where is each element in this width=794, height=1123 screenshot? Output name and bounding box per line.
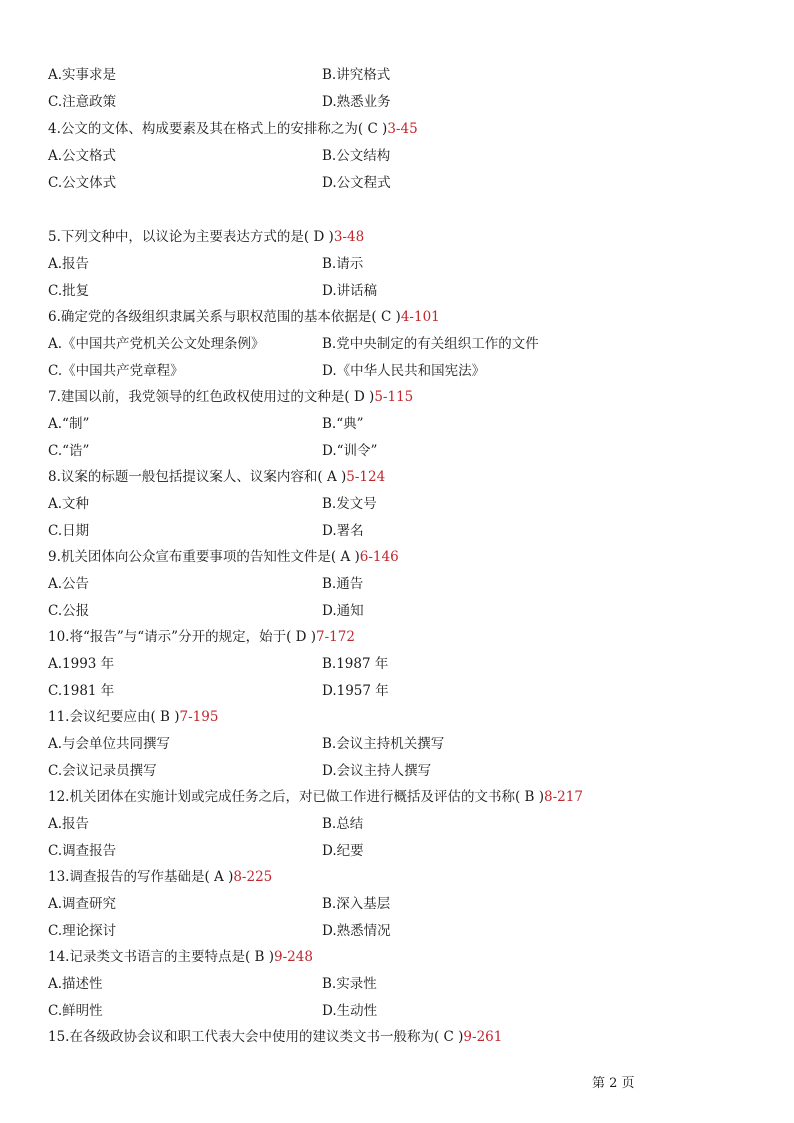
option-left: A.与会单位共同撰写 — [48, 736, 171, 752]
option-right: D.熟悉情况 — [322, 923, 391, 939]
question-row — [48, 118, 768, 140]
options-row — [0, 653, 720, 675]
options-row — [0, 1000, 720, 1022]
options-row — [0, 413, 720, 435]
options-row — [0, 253, 720, 275]
question-reference: 9-248 — [274, 949, 313, 965]
option-left: A.实事求是 — [48, 67, 117, 83]
question-row — [48, 946, 768, 968]
option-right: B.请示 — [322, 256, 364, 272]
options-row — [0, 733, 720, 755]
options-row — [0, 680, 720, 702]
question-reference: 7-195 — [179, 709, 219, 725]
question-reference: 4-101 — [400, 309, 440, 325]
option-right: B.会议主持机关撰写 — [322, 736, 445, 752]
question-text: 6.确定党的各级组织隶属关系与职权范围的基本依据是( C ) — [48, 309, 401, 325]
question-row — [48, 466, 768, 488]
option-left: C.“诰” — [48, 443, 90, 459]
question-reference: 5-115 — [374, 389, 414, 405]
option-left: A.报告 — [48, 256, 90, 272]
option-left: C.批复 — [48, 283, 90, 299]
options-row — [0, 520, 720, 542]
option-right: D.公文程式 — [322, 175, 391, 191]
option-right: B.深入基层 — [322, 896, 391, 912]
option-right: B.党中央制定的有关组织工作的文件 — [322, 336, 539, 352]
option-right: B.讲究格式 — [322, 67, 391, 83]
options-row — [0, 440, 720, 462]
question-text: 8.议案的标题一般包括提议案人、议案内容和( A ) — [48, 469, 347, 485]
option-right: D.1957 年 — [322, 683, 389, 699]
option-left: C.调查报告 — [48, 843, 117, 859]
question-row — [48, 706, 768, 728]
options-row — [0, 840, 720, 862]
question-row — [48, 786, 768, 808]
options-row — [0, 91, 720, 113]
option-left: A.公告 — [48, 576, 90, 592]
question-row — [48, 226, 768, 248]
question-row — [48, 866, 768, 888]
option-left: C.1981 年 — [48, 683, 115, 699]
option-left: A.“制” — [48, 416, 90, 432]
option-right: D.熟悉业务 — [322, 94, 391, 110]
option-left: C.鲜明性 — [48, 1003, 103, 1019]
question-reference: 5-124 — [346, 469, 386, 485]
option-right: D.讲话稿 — [322, 283, 378, 299]
question-text: 13.调查报告的写作基础是( A ) — [48, 869, 234, 885]
question-reference: 8-225 — [233, 869, 273, 885]
question-row — [48, 626, 768, 648]
option-left: C.《中国共产党章程》 — [48, 363, 184, 379]
question-text: 5.下列文种中，以议论为主要表达方式的是( D ) — [48, 229, 334, 245]
options-row — [0, 333, 720, 355]
question-text: 14.记录类文书语言的主要特点是( B ) — [48, 949, 275, 965]
question-reference: 6-146 — [359, 549, 399, 565]
option-left: C.会议记录员撰写 — [48, 763, 157, 779]
options-row — [0, 493, 720, 515]
option-left: A.《中国共产党机关公文处理条例》 — [48, 336, 265, 352]
option-left: C.理论探讨 — [48, 923, 117, 939]
option-left: A.文种 — [48, 496, 90, 512]
question-row — [48, 386, 768, 408]
options-row — [0, 360, 720, 382]
options-row — [0, 280, 720, 302]
question-text: 4.公文的文体、构成要素及其在格式上的安排称之为( C ) — [48, 121, 388, 137]
options-row — [0, 760, 720, 782]
option-right: B.实录性 — [322, 976, 377, 992]
option-left: A.描述性 — [48, 976, 103, 992]
options-row — [0, 573, 720, 595]
option-left: C.公文体式 — [48, 175, 117, 191]
question-reference: 7-172 — [316, 629, 355, 645]
question-text: 12.机关团体在实施计划或完成任务之后，对已做工作进行概括及评估的文书称( B ) — [48, 789, 545, 805]
question-reference: 3-45 — [387, 121, 418, 137]
option-right: B.公文结构 — [322, 148, 391, 164]
option-left: A.1993 年 — [48, 656, 115, 672]
option-right: D.会议主持人撰写 — [322, 763, 432, 779]
options-row — [0, 64, 720, 86]
option-right: D.“训令” — [322, 443, 378, 459]
option-left: C.注意政策 — [48, 94, 117, 110]
question-row — [48, 306, 768, 328]
option-right: D.生动性 — [322, 1003, 378, 1019]
option-left: A.报告 — [48, 816, 90, 832]
question-row — [48, 1026, 768, 1048]
options-row — [0, 145, 720, 167]
option-right: D.通知 — [322, 603, 364, 619]
question-reference: 8-217 — [544, 789, 583, 805]
option-right: B.发文号 — [322, 496, 377, 512]
option-left: A.公文格式 — [48, 148, 117, 164]
option-left: C.公报 — [48, 603, 90, 619]
question-text: 15.在各级政协会议和职工代表大会中使用的建议类文书一般称为( C ) — [48, 1029, 464, 1045]
options-row — [0, 600, 720, 622]
question-text: 9.机关团体向公众宣布重要事项的告知性文件是( A ) — [48, 549, 360, 565]
option-left: C.日期 — [48, 523, 90, 539]
question-row — [48, 546, 768, 568]
options-row — [0, 920, 720, 942]
option-right: D.《中华人民共和国宪法》 — [322, 363, 486, 379]
options-row — [0, 893, 720, 915]
question-reference: 3-48 — [333, 229, 365, 245]
option-right: B.通告 — [322, 576, 364, 592]
option-left: A.调查研究 — [48, 896, 117, 912]
option-right: D.纪要 — [322, 843, 364, 859]
option-right: B.“典” — [322, 416, 364, 432]
question-text: 7.建国以前，我党领导的红色政权使用过的文种是( D ) — [48, 389, 375, 405]
option-right: B.1987 年 — [322, 656, 389, 672]
options-row — [0, 172, 720, 194]
question-text: 10.将“报告”与“请示”分开的规定，始于( D ) — [48, 629, 317, 645]
question-reference: 9-261 — [463, 1029, 503, 1045]
option-right: D.署名 — [322, 523, 364, 539]
options-row — [0, 973, 720, 995]
question-text: 11.会议纪要应由( B ) — [48, 709, 180, 725]
page-number: 第 2 页 — [592, 1076, 635, 1091]
option-right: B.总结 — [322, 816, 364, 832]
options-row — [0, 813, 720, 835]
